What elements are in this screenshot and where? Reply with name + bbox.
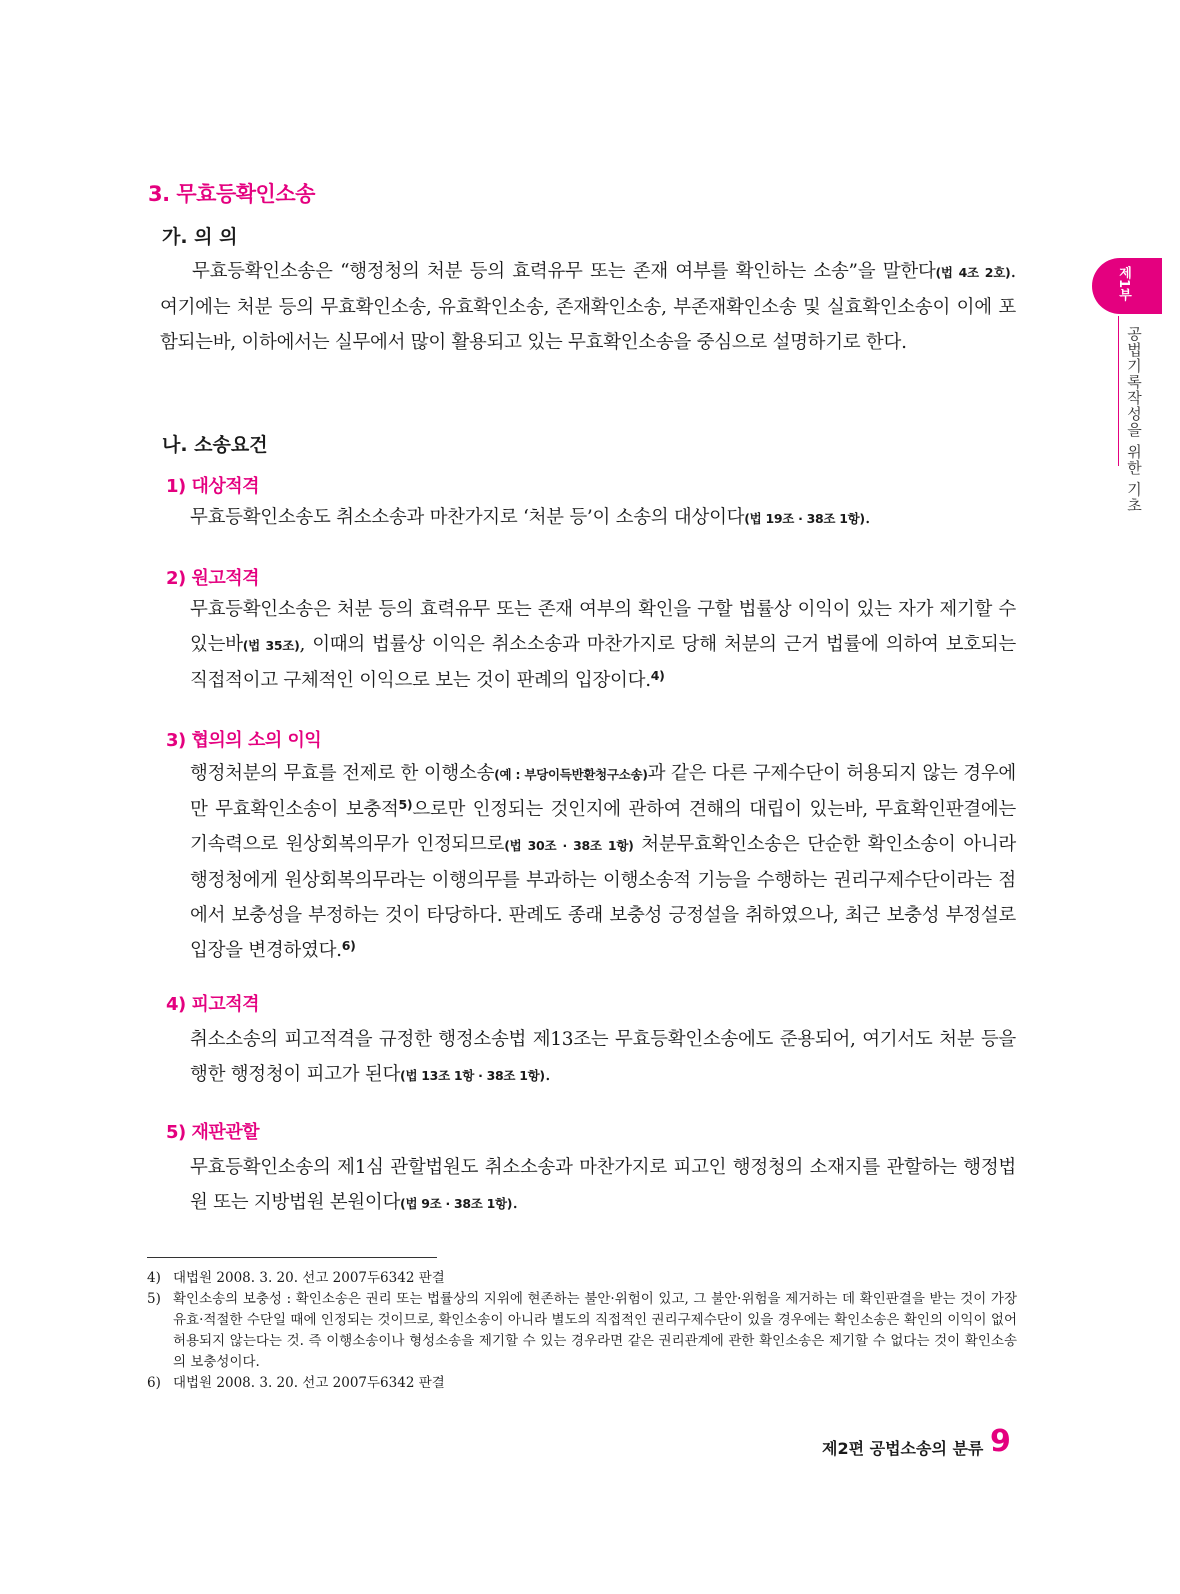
item-tail-2: , 이때의 법률상 이익은 취소소송과 마찬가지로 당해 처분의 근거 법률에 의하여 보호되는 직접적이고 구체적인 이익으로 보는 것이 판례의 입장이다. bbox=[190, 634, 1016, 691]
item-ref-2: (법 35조) bbox=[242, 638, 300, 653]
item-text-3a: 행정처분의 무효를 전제로 한 이행소송 bbox=[190, 763, 495, 784]
footnote-list bbox=[147, 1268, 1017, 1394]
footnote-text: 대법원 2008. 3. 20. 선고 2007두6342 판결 bbox=[173, 1375, 445, 1391]
item-ref-3b: (법 30조 · 38조 1항) bbox=[504, 838, 634, 853]
item-paragraph-2 bbox=[190, 592, 1016, 698]
item-text-3c: 으로만 인정되는 것인지에 관하여 견해의 대립이 있는바, 무효확인판결에는 기속력으로 원상회복의무가 인정되므로 bbox=[190, 799, 1016, 855]
item-ref-3a: (예 : 부당이득반환청구소송) bbox=[494, 767, 648, 782]
part-tab-label: 제1부 bbox=[1116, 266, 1131, 302]
subsection-title-definition: 가. 의 의 bbox=[162, 226, 238, 248]
item-paragraph-4 bbox=[190, 1022, 1016, 1093]
definition-paragraph bbox=[160, 254, 1016, 360]
footnote-item bbox=[147, 1373, 1017, 1394]
definition-text: 무효등확인소송은 “행정청의 처분 등의 효력유무 또는 존재 여부를 확인하는 소송”을 말한다 bbox=[192, 261, 936, 282]
item-text-5: 무효등확인소송의 제1심 관할법원도 취소소송과 마찬가지로 피고인 행정청의 소재지를 관할하는 행정법원 또는 지방법원 본원이다 bbox=[190, 1157, 1016, 1213]
footnote-number: 4) bbox=[147, 1270, 161, 1286]
item-text-3d: 처분무효확인소송은 단순한 확인소송이 아니라 행정청에게 원상회복의무라는 이행의무를 부과하는 이행소송적 기능을 수행하는 권리구제수단이라는 점에서 보충성을 부정하는 것이 타당하다. 판례도 종래 보충성 긍정설을 취하였으나, 최근 보충성 부정설로 입장을 변경하였다. bbox=[190, 834, 1016, 961]
item-ref-5: (법 9조 · 38조 1항) bbox=[400, 1196, 513, 1211]
item-paragraph-1 bbox=[190, 500, 1016, 536]
item-text-3b: 과 같은 다른 구제수단이 허용되지 않는 경우에만 무효확인소송이 보충적 bbox=[190, 763, 1016, 820]
definition-ref: (법 4조 2호) bbox=[935, 265, 1011, 280]
item-paragraph-3 bbox=[190, 756, 1016, 968]
side-divider bbox=[1118, 316, 1119, 466]
part-title-vertical: 공법기록작성을 위한 기초 bbox=[1125, 326, 1143, 514]
item-text-4: 취소소송의 피고적격을 규정한 행정소송법 제13조는 무효등확인소송에도 준용되어, 여기서도 처분 등을 행한 행정청이 피고가 된다 bbox=[190, 1029, 1016, 1085]
item-title-2: 2) 원고적격 bbox=[166, 568, 260, 589]
item-title-5: 5) 재판관할 bbox=[166, 1122, 260, 1143]
subsection-title-requirements: 나. 소송요건 bbox=[162, 434, 268, 456]
item-title-1: 1) 대상적격 bbox=[166, 476, 260, 497]
footnote-divider bbox=[147, 1257, 437, 1258]
footnote-number: 5) bbox=[147, 1291, 161, 1307]
footnote-ref-5: 5) bbox=[398, 797, 413, 812]
definition-text-rest: . 여기에는 처분 등의 무효확인소송, 유효확인소송, 존재확인소송, 부존재확인소송 및 실효확인소송이 이에 포함되는바, 이하에서는 실무에서 많이 활용되고 있는 무효확인소송을 중심으로 설명하기로 한다. bbox=[160, 261, 1016, 353]
item-ref-4: (법 13조 1항 · 38조 1항) bbox=[400, 1068, 545, 1083]
footnote-text: 대법원 2008. 3. 20. 선고 2007두6342 판결 bbox=[173, 1270, 445, 1286]
footnote-item bbox=[147, 1268, 1017, 1289]
item-tail-1: . bbox=[864, 507, 871, 528]
item-title-3: 3) 협의의 소의 이익 bbox=[166, 730, 322, 751]
footnote-text: 확인소송의 보충성 : 확인소송은 권리 또는 법률상의 지위에 현존하는 불안·위험이 있고, 그 불안·위험을 제거하는 데 확인판결을 받는 것이 가장 유효·적절한 수단일 때에 인정되는 것이므로, 확인소송이 아니라 별도의 직접적인 권리구제수단이 있을 경우에는 확인소송은 확인의 이익이 없어 허용되지 않는다는 것. 즉 이행소송이나 형성소송을 제기할 수 있는 경우라면 같은 권리관계에 관한 확인소송은 제기할 수 없다는 것이 확인소송의 보충성이다. bbox=[173, 1291, 1017, 1370]
item-tail-5: . bbox=[512, 1192, 518, 1213]
footnote-ref-4: 4) bbox=[650, 668, 665, 683]
section-title: 3. 무효등확인소송 bbox=[148, 182, 315, 206]
footnote-number: 6) bbox=[147, 1375, 161, 1391]
item-paragraph-5 bbox=[190, 1150, 1016, 1221]
part-tab bbox=[1092, 258, 1162, 314]
item-text-1: 무효등확인소송도 취소소송과 마찬가지로 ‘처분 등’이 소송의 대상이다 bbox=[190, 507, 745, 528]
item-tail-4: . bbox=[544, 1064, 551, 1085]
footnote-ref-6: 6) bbox=[341, 938, 356, 953]
item-text-2: 무효등확인소송은 처분 등의 효력유무 또는 존재 여부의 확인을 구할 법률상 이익이 있는 자가 제기할 수 있는바 bbox=[190, 599, 1016, 655]
footer-chapter-label: 제2편 공법소송의 분류 bbox=[822, 1439, 984, 1458]
page-number: 9 bbox=[990, 1424, 1011, 1459]
footnote-item bbox=[147, 1289, 1017, 1373]
item-ref-1: (법 19조 · 38조 1항) bbox=[744, 511, 865, 526]
item-title-4: 4) 피고적격 bbox=[166, 994, 260, 1015]
